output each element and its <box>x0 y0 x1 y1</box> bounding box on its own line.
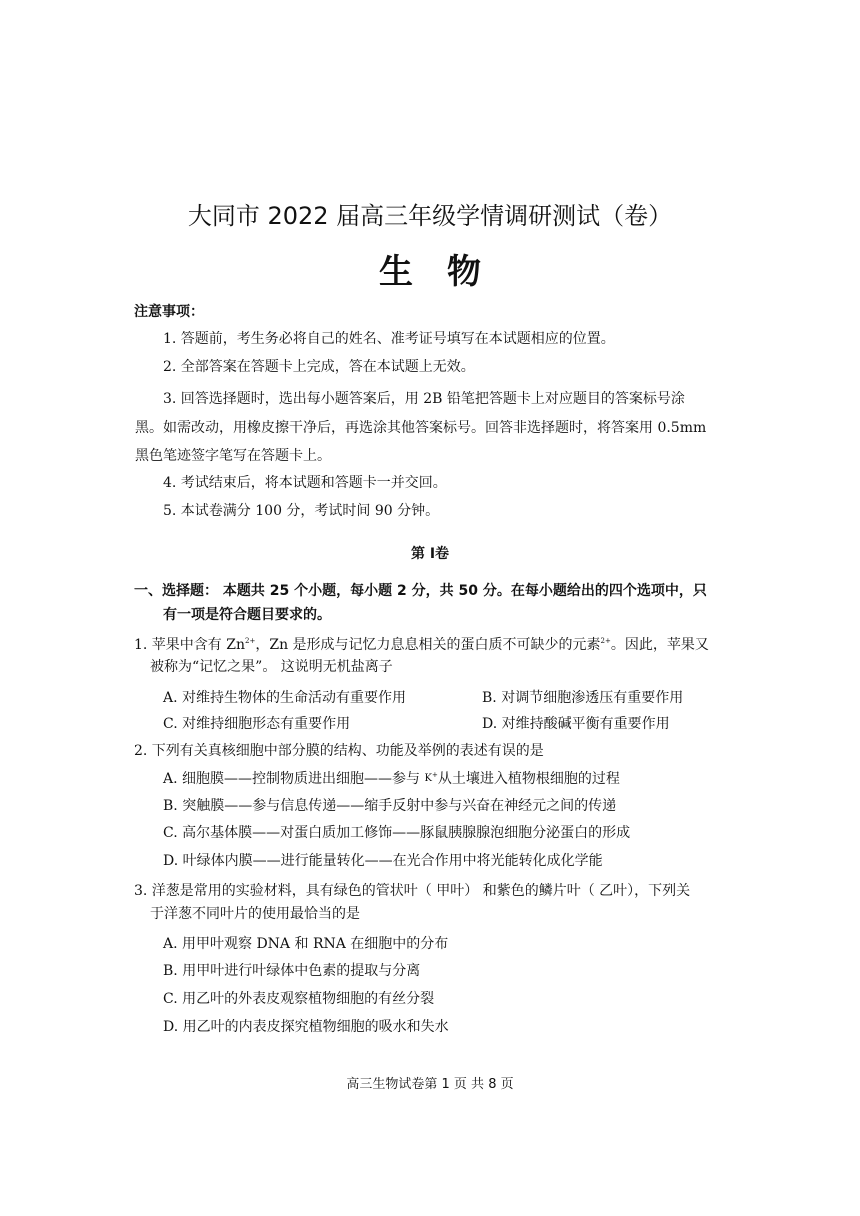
notice-heading: 注意事项： <box>134 304 204 320</box>
question-1-stem-line-2: 被称为“记忆之果”。 这说明无机盐离子 <box>150 659 393 675</box>
question-2-option-a <box>163 768 620 788</box>
question-3-stem-line-2: 于洋葱不同叶片的使用最恰当的是 <box>150 906 360 922</box>
question-1-stem-part-c: 。因此，苹果又 <box>610 637 709 653</box>
notice-item-4: 4. 考试结束后，将本试题和答题卡一并交回。 <box>163 475 447 491</box>
question-2-option-d: D. 叶绿体内膜——进行能量转化——在光合作用中将光能转化成化学能 <box>163 853 603 869</box>
zn-charge-1: 2+ <box>245 637 256 645</box>
question-1-option-d: D. 对维持酸碱平衡有重要作用 <box>482 716 670 732</box>
question-3-option-a: A. 用甲叶观察 DNA 和 RNA 在细胞中的分布 <box>163 936 449 952</box>
question-1-option-a: A. 对维持生物体的生命活动有重要作用 <box>163 690 407 706</box>
volume-heading: 第 Ⅰ卷 <box>410 546 450 562</box>
notice-item-5: 5. 本试卷满分 100 分，考试时间 90 分钟。 <box>163 503 440 519</box>
page-footer: 高三生物试卷第 1 页 共 8 页 <box>346 1077 514 1092</box>
question-2-option-b: B. 突触膜——参与信息传递——缩手反射中参与兴奋在神经元之间的传递 <box>163 798 617 814</box>
question-3-option-d: D. 用乙叶的内表皮探究植物细胞的吸水和失水 <box>163 1019 449 1035</box>
notice-item-3-line-2: 黑。如需改动，用橡皮擦干净后，再选涂其他答案标号。回答非选择题时，将答案用 0.5mm <box>135 420 707 436</box>
question-2-option-a-part-b: 从土壤进入植物根细胞的过程 <box>437 771 620 787</box>
section-instruction-line-2: 有一项是符合题目要求的。 <box>163 607 331 623</box>
notice-item-3-line-1: 3. 回答选择题时，选出每小题答案后，用 2B 铅笔把答题卡上对应题目的答案标号涂 <box>163 391 685 407</box>
question-1-option-b: B. 对调节细胞渗透压有重要作用 <box>482 690 684 706</box>
notice-item-3-line-3: 黑色笔迹签字笔写在答题卡上。 <box>135 448 331 464</box>
subject-title: 生 物 <box>379 252 481 292</box>
exam-title: 大同市 2022 届高三年级学情调研测试（卷） <box>187 202 673 230</box>
question-1-stem-part-b: ，Zn 是形成与记忆力息息相关的蛋白质不可缺少的元素 <box>255 637 601 653</box>
question-1-option-c: C. 对维持细胞形态有重要作用 <box>163 716 351 732</box>
question-3-option-c: C. 用乙叶的外表皮观察植物细胞的有丝分裂 <box>163 991 435 1007</box>
question-1-stem-part-a: 1. 苹果中含有 Zn <box>134 637 246 653</box>
potassium-symbol: K <box>424 773 432 784</box>
question-2-stem: 2. 下列有关真核细胞中部分膜的结构、功能及举例的表述有误的是 <box>134 743 544 759</box>
question-3-option-b: B. 用甲叶进行叶绿体中色素的提取与分离 <box>163 963 421 979</box>
question-3-stem-line-1: 3. 洋葱是常用的实验材料，具有绿色的管状叶（ 甲叶） 和紫色的鳞片叶（ 乙叶），下列关 <box>134 883 691 899</box>
notice-item-2: 2. 全部答案在答题卡上完成，答在本试题上无效。 <box>163 359 475 375</box>
potassium-charge: + <box>431 771 438 779</box>
notice-item-1: 1. 答题前，考生务必将自己的姓名、准考证号填写在本试题相应的位置。 <box>163 331 615 347</box>
question-1-stem <box>134 634 709 654</box>
section-instruction-line-1: 一、选择题： 本题共 25 个小题，每小题 2 分，共 50 分。在每小题给出的四个选项中，只 <box>134 583 707 599</box>
question-2-option-c: C. 高尔基体膜——对蛋白质加工修饰——豚鼠胰腺腺泡细胞分泌蛋白的形成 <box>163 825 631 841</box>
question-2-option-a-part-a: A. 细胞膜——控制物质进出细胞——参与 <box>163 771 425 787</box>
zn-charge-2: 2+ <box>600 637 611 645</box>
